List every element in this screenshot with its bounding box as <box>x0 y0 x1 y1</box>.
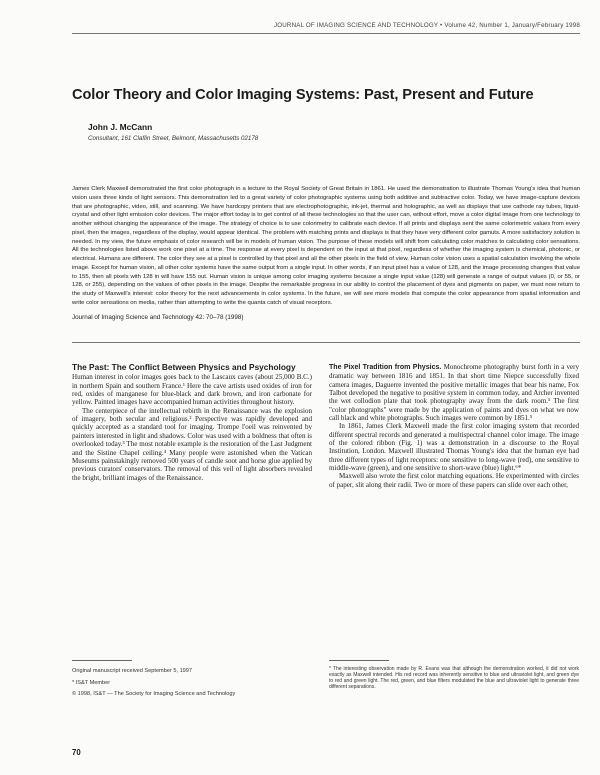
page-number: 70 <box>72 748 81 757</box>
left-column <box>72 363 312 482</box>
body-paragraph: Human interest in color images goes back to the Lascaux caves (about 25,000 B.C.) in northern Spain and southern France.¹ Here the cave artists used oxides of iron for red, oxides of manganese for blue-black and dark brown, and iron carbonate for yellow. Painted images have accompanied human activities throughout history. <box>72 373 312 407</box>
journal-citation: Journal of Imaging Science and Technology 42: 70–78 (1998) <box>72 314 244 321</box>
body-paragraph <box>329 363 579 422</box>
body-text: Monochrome photography burst forth in a very dramatic way between 1816 and 1851. In that short time Niepce successfully fixed camera images, Daguerre invented the positive metallic images that bear his name, Fox Talbot developed the negative to positive system in common today, and Archer invented the wet collodion plate that took photography away from the dark room.⁵ The first "color photographs" were made by the application of paints and dyes on what we now call black and white photographs. Such images were common by 1851.⁵ <box>329 363 579 423</box>
subsection-heading: The Pixel Tradition from Physics. <box>329 364 442 371</box>
article-title: Color Theory and Color Imaging Systems: Past, Present and Future <box>72 87 534 103</box>
author-name: John J. McCann <box>88 122 153 132</box>
footnote-rule <box>72 660 132 661</box>
author-affiliation: Consultant, 161 Claflin Street, Belmont, Massachusetts 02178 <box>88 135 259 142</box>
header-rule <box>72 33 580 34</box>
abstract: James Clerk Maxwell demonstrated the first color photograph in a lecture to the Royal Society of Great Britain in 1861. He used the demonstration to illustrate Thomas Young's idea that human vision uses three kinds of light sensors. This demonstration led to a great variety of color photographic systems using both additive and subtractive color. Today, we have image-capture devices that are photographic, video, still, and scanning. We have hardcopy printers that are electrophotographic, ink-jet, thermal and holographic, as well as displays that use cathode ray tubes, liquid-crystal and other light emission color devices. The major effort today is to get control of all these technologies so that the user can, without effort, move a color digital image from one technology to another without changing the appearance of the image. The strategy of choice is to use colorimetry to calibrate each device. If all prints and displays sent the same colorimetric values from every pixel, then the images, regardless of the display, would appear identical. The problem with matching prints and displays is that they have very different color gamuts. A more satisfactory solution is needed. In my view, the future emphasis of color research will be in models of human vision. The purpose of these models will shift from calculating color matches to calculating color sensations. All the technologies listed above work one pixel at a time. The response at every pixel is dependent on the input at that pixel, regardless of whether the imaging system is chemical, photonic, or electrical. Humans are different. The color they see at a pixel is controlled by that pixel and all the other pixels in the field of view. Human color vision uses a spatial calculation involving the whole image. Except for human vision, all other color systems have the same output from a single input. In other words, if an input pixel has a value of 128, and the image processing changes that value to 155, then all pixels with 128 in will have 155 out. Human vision is unique among color imaging systems because a single input value (128) will generate a range of output values (0, or 55, or 128, or 255), depending on the values of other pixels in the image. Despite the remarkable progress in our ability to control the placement of dyes and pigments on paper, we must now return to the study of Maxwell's interest: color theory for the next advancements in color systems. In the future, we will see more models that compute the color appearance from spatial information and write color sensations on media, rather than attempting to write the quanta catch of visual receptors. <box>72 186 580 306</box>
footnote: * The interesting observation made by R. Evans was that although the demonstration worked, it did not work exactly as Maxwell intended. His red record was inherently sensitive to blue and ultraviolet light, and green dye to red and green light. The red, green, and blue filters modulated the blue and ultraviolet light to generate three different separations. <box>329 666 579 691</box>
footnote-rule <box>329 660 389 661</box>
body-paragraph: Maxwell also wrote the first color matching equations. He experimented with circles of paper, slit along their radii. Two or more of these papers can slide over each other, <box>329 472 579 489</box>
body-paragraph: The centerpiece of the intellectual rebirth in the Renaissance was the explosion of imagery, both secular and religious.² Perspective was rapidly developed and quickly accepted as a standard tool for imaging. Trompe l'oeil was reinvented by painters interested in light and shadows. Color was used with a boldness that often is overlooked today.³ The most notable example is the restoration of the Last Judgment and the Sistine Chapel ceiling.⁴ Many people were astonished when the Vatican Museums painstakingly removed 500 years of candle soot and horse glue applied by previous curators' conservators. The removal of this veil of light absorbers revealed the bright, brilliant images of the Renaissance. <box>72 406 312 482</box>
right-column <box>329 363 579 489</box>
running-header: JOURNAL OF IMAGING SCIENCE AND TECHNOLOGY • Volume 42, Number 1, January/February 1998 <box>273 22 580 29</box>
body-paragraph: In 1861, James Clerk Maxwell made the first color imaging system that recorded different spectral records and generated a multispectral channel color image. The image of the colored ribbon (Fig. 1) was a demonstration in a discourse to the Royal Institution, London. Maxwell illustrated Thomas Young's idea that the human eye had three different types of light receptors: one sensitive to long-wave (red), one sensitive to middle-wave (green), and one sensitive to short-wave (blue) light.⁶* <box>329 422 579 473</box>
copyright-notice: © 1998, IS&T — The Society for Imaging Science and Technology <box>72 691 236 697</box>
abstract-rule <box>72 342 580 343</box>
received-date: Original manuscript received September 5, 1997 <box>72 668 193 674</box>
article-notes <box>72 666 312 701</box>
member-note: * IS&T Member <box>72 679 111 686</box>
section-heading: The Past: The Conflict Between Physics and Psychology <box>72 362 296 372</box>
